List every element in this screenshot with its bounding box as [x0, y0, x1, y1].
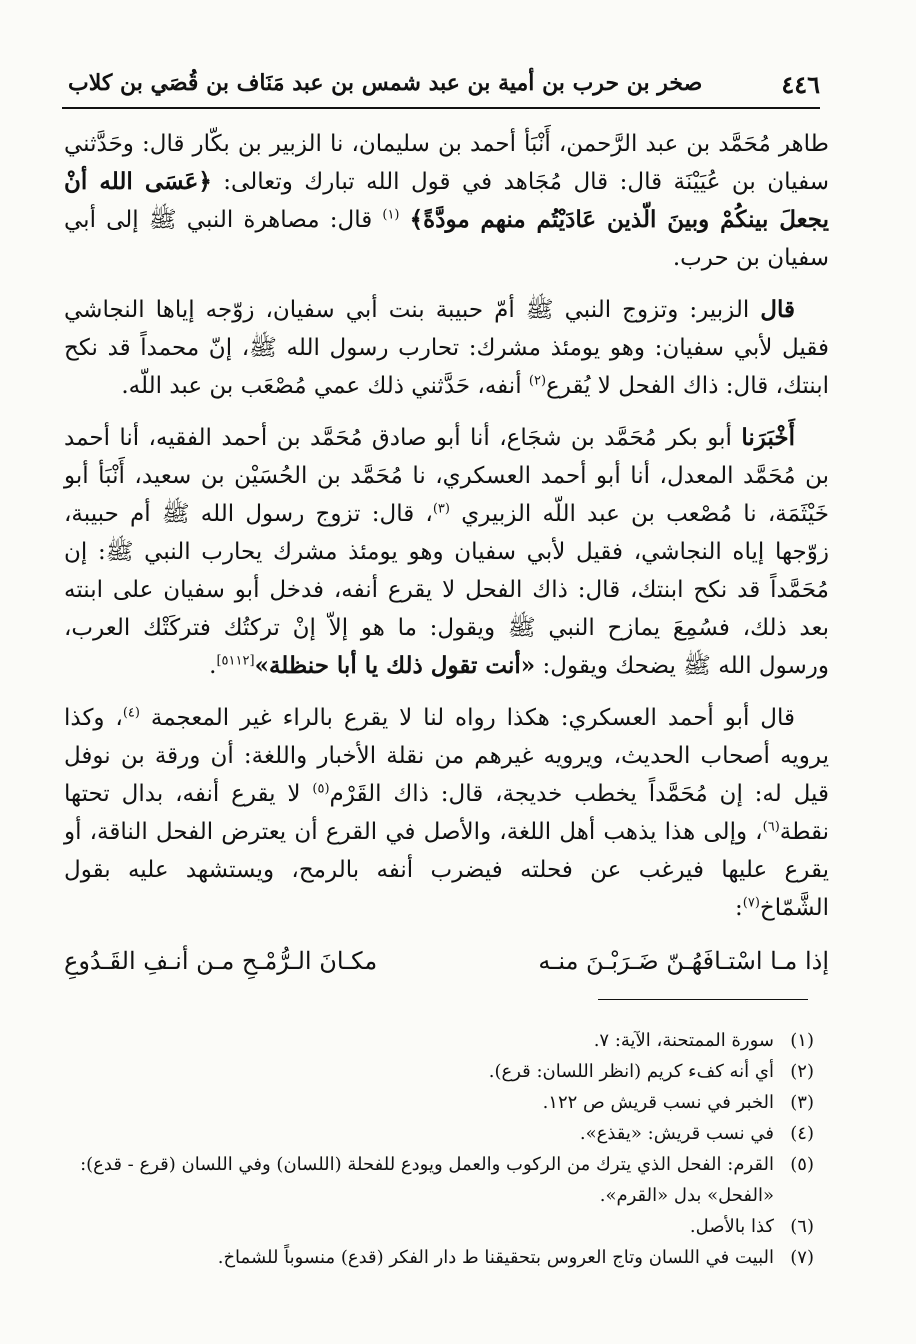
footnote-number: (٤)	[790, 1123, 814, 1144]
header-rule	[62, 107, 820, 109]
footnote-marker: (٥)	[312, 781, 330, 797]
footnote-text: الخبر في نسب قريش ص ١٢٢.	[542, 1092, 774, 1113]
p1-rest: قال: مصاهرة النبي ﷺ إلى أبي سفيان بن حرب.	[64, 207, 829, 271]
paragraph-4	[64, 699, 829, 927]
main-text	[64, 125, 829, 981]
footnote-item	[64, 1242, 814, 1273]
footnote-marker: (٢)	[528, 373, 547, 389]
footnote-text: أي أنه كفء كريم (انظر اللسان: قرع).	[488, 1061, 774, 1082]
footnotes	[64, 1025, 814, 1273]
p3-rest: ، قال: تزوج رسول الله ﷺ أم حبيبة، زوّجها إياه النجاشي، فقيل لأبي سفيان وهو يومئذ مشرك يحارب النبي ﷺ: إن مُحَمَّداً قد نكح ابنتك، قال: ذاك الفحل لا يقرع أنفه، فدخل أبو سفيان على ابنته بعد ذلك، فسُمِعَ يمازح النبي ﷺ ويقول: ما هو إلاّ إنْ تركتُك فتركَتْك العرب، ورسول الله ﷺ يضحك ويقول:	[64, 501, 829, 679]
p4-rest: ، وكذا يرويه أصحاب الحديث، ويرويه غيرهم من نقلة الأخبار واللغة: أن ورقة بن نوفل قيل له: إن مُحَمَّداً يخطب خديجة، قال: ذاك القَرْم	[64, 705, 829, 807]
footnote-item	[64, 1118, 814, 1149]
footnote-text: في نسب قريش: «يقذع».	[579, 1123, 774, 1144]
footnote-number: (٥)	[790, 1154, 814, 1175]
p4-rest3: ، وإلى هذا يذهب أهل اللغة، والأصل في القرع أن يعترض الفحل الناقة، أو يقرع عليها فيرغب عن فحلته فيضرب أنفه بالرمح، ويستشهد عليه بقول الشَّمّاخ	[64, 819, 829, 921]
footnote-item	[64, 1211, 814, 1242]
footnote-item	[64, 1025, 814, 1056]
p3-text: أبو بكر مُحَمَّد بن شجَاع، أنا أبو صادق مُحَمَّد بن أحمد الفقيه، أنا أحمد بن مُحَمَّد المعدل، أنا أبو أحمد العسكري، نا مُحَمَّد بن الحُسَيْن بن سعيد، أَنْبَأ أبو خَيْثَمَة، نا مُصْعب بن عبد اللّه الزبيري	[64, 425, 829, 527]
paragraph-3	[64, 419, 829, 685]
footnote-item	[64, 1056, 814, 1087]
p3-lead: أَخْبَرَنا	[741, 424, 795, 451]
footnote-text: القرم: الفحل الذي يترك من الركوب والعمل ويودع للفحلة (اللسان) وفي اللسان (قرع - قدع): «الفحل» بدل «القرم».	[80, 1154, 774, 1206]
footnote-marker: (١)	[382, 207, 400, 223]
paragraph-1	[64, 125, 829, 277]
quran-verse: ﴿عَسَى الله أنْ يجعلَ بينكُمْ وبينَ الّذين عَادَيْتُم منهم مودَّةً﴾	[64, 168, 829, 233]
poem-verse	[64, 941, 829, 981]
footnote-number: (٦)	[790, 1216, 814, 1237]
running-title: صخر بن حرب بن أمية بن عبد شمس بن عبد مَنَاف بن قُصَي بن كلاب	[68, 70, 703, 96]
footnote-marker: (٣)	[432, 501, 450, 517]
footnote-text: كذا بالأصل.	[689, 1216, 774, 1237]
footnote-text: سورة الممتحنة، الآية: ٧.	[593, 1030, 774, 1051]
footnote-number: (٢)	[790, 1061, 814, 1082]
poem-hemistich-1: إذا مـا اسْتـافَهُـنّ ضَـرَبْـنَ منـه	[538, 947, 829, 975]
hadith-ref: [٥١١٢]	[216, 653, 255, 669]
paragraph-2	[64, 291, 829, 405]
p2-text: الزبير: وتزوج النبي ﷺ أمّ حبيبة بنت أبي سفيان، زوّجه إياها النجاشي فقيل لأبي سفيان: وهو يومئذ مشرك: تحارب رسول الله ﷺ، إنّ محمداً قد نكح ابنتك، قال: ذاك الفحل لا يُقرع	[64, 297, 829, 399]
footnote-number: (٧)	[790, 1247, 814, 1268]
footnote-marker: (٧)	[742, 895, 760, 911]
footnote-item	[64, 1087, 814, 1118]
poem-hemistich-2: مكـانَ الـرُّمْـحِ مـن أنـفِ القَـدُوعِ	[64, 947, 378, 975]
page-header	[68, 66, 820, 106]
p2-lead: قال	[760, 296, 795, 323]
footnote-text: البيت في اللسان وتاج العروس بتحقيقنا ط دار الفكر (قدع) منسوباً للشماخ.	[217, 1247, 774, 1268]
footnote-number: (١)	[790, 1030, 814, 1051]
p3-end: .	[209, 653, 217, 679]
page-number: ٤٤٦	[781, 70, 820, 99]
p2-rest: أنفه، حَدَّثني ذلك عمي مُصْعَب بن عبد اللّه.	[121, 373, 529, 399]
footnote-marker: (٤)	[122, 705, 140, 721]
footnote-rule	[598, 999, 808, 1000]
p4-text: قال أبو أحمد العسكري: هكذا رواه لنا لا يقرع بالراء غير المعجمة	[150, 705, 795, 731]
footnote-marker: (٦)	[762, 819, 780, 835]
hadith-quote: «أنت تقول ذلك يا أبا حنظلة»	[254, 652, 536, 679]
footnote-number: (٣)	[790, 1092, 814, 1113]
footnote-item	[64, 1149, 814, 1211]
p1-text: طاهر مُحَمَّد بن عبد الرَّحمن، أَنْبَأ أحمد بن سليمان، نا الزبير بن بكّار قال: وحَدَّثني سفيان بن عُيَيْنَة قال: قال مُجَاهد في قول الله تبارك وتعالى:	[64, 131, 829, 195]
p4-rest2: لا يقرع أنفه، بدال تحتها نقطة	[64, 781, 829, 845]
p4-rest4: :	[735, 895, 743, 921]
